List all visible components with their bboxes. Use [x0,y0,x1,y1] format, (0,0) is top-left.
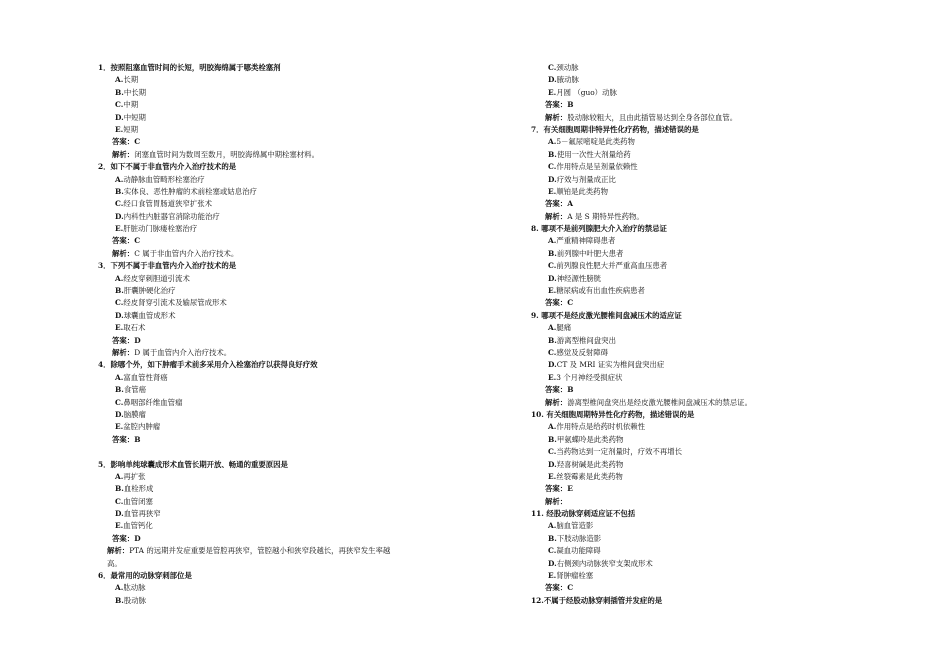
option-letter: A. [548,521,557,531]
line-label: 答案： [545,484,568,494]
option-letter: B. [548,335,557,345]
option-letter: D. [548,360,557,370]
line-text: 短期 [123,124,139,134]
answer-option [531,570,876,582]
question-stem [531,223,876,235]
explanation-line [98,149,443,161]
option-letter: E. [115,124,124,134]
line-text: 6．最常用的动脉穿刺部位是 [98,571,192,581]
line-text: C [134,137,141,147]
answer-option [531,285,876,297]
line-text: 富血管性肾癌 [123,372,168,382]
option-letter: B. [115,385,124,395]
line-text: 5－氟尿嘧啶是此类药物 [556,137,635,147]
answer-option [98,421,443,433]
line-text: 10. 有关细胞周期特异性化疗药物，描述错误的是 [531,409,695,419]
answer-option [531,545,876,557]
left-column [98,62,443,607]
right-column [531,62,876,607]
line-text: 血管钙化 [123,521,153,531]
answer-option [98,384,443,396]
line-text: 球囊血管成形术 [123,310,176,320]
option-letter: E. [548,186,557,196]
answer-option [98,211,443,223]
line-text: 血栓形成 [123,484,154,494]
option-letter: D. [548,174,557,184]
line-text: D [134,335,141,345]
option-letter: A. [548,422,557,432]
answer-option [531,434,876,446]
line-label: 答案： [545,298,568,308]
line-label: 答案： [545,100,568,110]
line-text: 前列腺中叶肥大患者 [556,248,624,258]
option-letter: A. [548,323,557,333]
answer-option [98,471,443,483]
line-text: 实体良、恶性肿瘤的术前栓塞或姑息治疗 [123,186,257,196]
option-letter: C. [115,496,124,506]
answer-line [531,384,876,396]
option-letter: A. [548,137,557,147]
line-text: 下肢动脉造影 [556,533,602,543]
option-letter: C. [548,261,557,271]
option-letter: A. [115,583,124,593]
line-text: 5．影响单纯球囊成形术血管长期开放、畅通的重要原因是 [98,459,288,469]
line-text: 前列腺良性肥大并严重高血压患者 [556,261,668,271]
answer-option [531,273,876,285]
option-letter: A. [548,236,557,246]
line-label: 答案： [112,533,135,543]
line-label: 解析： [545,496,568,506]
line-text: 3 个月神经受损症状 [556,372,623,382]
answer-option [98,397,443,409]
answer-line [98,335,443,347]
answer-option [98,112,443,124]
line-text: B [567,100,574,110]
option-letter: B. [115,484,124,494]
line-text: 血管再狭窄 [123,509,161,519]
answer-line [531,496,876,508]
answer-option [531,520,876,532]
line-text: 取石术 [123,323,146,333]
line-text: 股动脉 [123,595,147,605]
answer-option [531,471,876,483]
line-label: 解析： [112,347,135,357]
option-letter: E. [115,521,124,531]
answer-line [531,582,876,594]
line-text: 肱动脉 [123,583,146,593]
option-letter: D. [115,310,124,320]
line-text: 游离型椎间盘突出 [556,335,616,345]
option-letter: B. [548,533,557,543]
line-text: 肝囊肿硬化治疗 [123,286,176,296]
option-letter: D. [548,459,557,469]
explanation-line [531,112,876,124]
line-text: 严重精神障碍患者 [556,236,616,246]
line-text: 作用特点是呈剂量依赖性 [556,162,638,172]
answer-option [531,335,876,347]
line-text: 血管闭塞 [123,496,153,506]
line-text: 11. 经股动脉穿刺适应证不包括 [531,509,636,519]
answer-option [98,409,443,421]
line-text: 肝脏动门脉瘘栓塞治疗 [123,224,198,234]
option-letter: B. [115,186,124,196]
line-text: 凝血功能障碍 [556,546,601,556]
answer-option [531,174,876,186]
line-text: 动静脉血管畸形栓塞治疗 [123,174,205,184]
line-text: 经口食管胃肠道狭窄扩张术 [123,199,213,209]
line-text: 作用特点是给药时机依赖性 [556,422,646,432]
option-letter: E. [115,422,124,432]
line-text: 甲氨蝶呤是此类药物 [556,434,624,444]
line-label: 解析： [107,546,130,556]
line-text: 9. 哪项不是经皮激光腰椎间盘减压术的适应证 [531,310,682,320]
line-text: 羟喜树碱是此类药物 [556,459,624,469]
answer-option [531,421,876,433]
line-text: 高。 [107,558,122,568]
line-text: 神经源性膀胱 [556,273,602,283]
option-letter: C. [548,447,557,457]
answer-option [531,62,876,74]
line-text: 12.不属于经股动脉穿刺插管并发症的是 [531,595,663,605]
answer-option [98,124,443,136]
option-letter: C. [548,162,557,172]
answer-line [531,297,876,309]
option-letter: A. [115,75,124,85]
line-text: 闭塞血管时间为数周至数月，明胶海绵属中期栓塞材料。 [134,149,319,159]
line-text: 长期 [123,75,139,85]
line-text: 3．下列不属于非血管内介入治疗技术的是 [98,261,237,271]
answer-option [531,186,876,198]
line-text: 游离型椎间盘突出是经皮激光腰椎间盘减压术的禁忌证。 [567,397,752,407]
line-label: 答案： [545,199,568,209]
option-letter: E. [548,87,557,97]
answer-line [531,198,876,210]
option-letter: C. [115,298,124,308]
answer-line [98,235,443,247]
answer-option [531,347,876,359]
answer-option [98,496,443,508]
option-letter: A. [115,471,124,481]
question-stem [531,124,876,136]
line-text: 盆腔内肿瘤 [123,422,161,432]
answer-option [98,520,443,532]
answer-option [98,186,443,198]
option-letter: C. [548,63,557,72]
option-letter: D. [115,509,124,519]
option-letter: E. [548,286,557,296]
explanation-line [98,558,443,570]
answer-option [98,508,443,520]
line-label: 解析： [545,211,568,221]
answer-option [98,273,443,285]
explanation-line [98,248,443,260]
line-text: 中期 [123,100,139,110]
line-text: 右侧颈内动脉狭窄支架成形术 [556,558,653,568]
explanation-line [531,211,876,223]
answer-option [98,198,443,210]
question-stem [98,570,443,582]
line-text: 脑血管造影 [556,521,594,531]
line-text: 4．除哪个外，如下肿瘤手术前多采用介入栓塞治疗以获得良好疗效 [98,360,318,370]
line-text: CT 及 MRI 证实为椎间盘突出症 [556,360,665,370]
answer-option [531,558,876,570]
option-letter: E. [115,224,124,234]
option-letter: B. [115,286,124,296]
answer-option [531,149,876,161]
option-letter: D. [115,112,124,122]
line-text: 颈动脉 [556,63,579,72]
option-letter: C. [115,397,124,407]
line-text: 2．如下不属于非血管内介入治疗技术的是 [98,162,237,172]
line-text: 感觉及反射障碍 [556,347,609,357]
option-letter: C. [115,100,124,110]
question-stem [531,310,876,322]
option-letter: B. [115,595,124,605]
line-text: 脑膜瘤 [123,409,146,419]
option-letter: A. [115,273,124,283]
line-text: 8. 哪项不是前列腺肥大介入治疗的禁忌证 [531,224,667,234]
question-stem [531,595,876,607]
answer-option [531,446,876,458]
line-text: A [567,199,573,209]
line-text: 再扩张 [123,471,146,481]
option-letter: A. [115,372,124,382]
option-letter: D. [115,211,124,221]
line-text: 月圆 （guo）动脉 [556,87,617,97]
answer-option [98,582,443,594]
line-text: D 属于血管内介入治疗技术。 [134,347,232,357]
answer-option [98,285,443,297]
answer-option [531,74,876,86]
answer-option [98,322,443,334]
question-stem [531,409,876,421]
answer-option [98,310,443,322]
explanation-line [531,397,876,409]
answer-option [531,372,876,384]
answer-option [98,174,443,186]
answer-option [531,235,876,247]
line-text: B [567,385,574,395]
question-stem [531,508,876,520]
option-letter: D. [548,75,557,85]
line-text: 经皮穿刺胆道引流术 [123,273,190,283]
answer-option [531,459,876,471]
line-text: A 是 S 期特异性药物。 [567,211,644,221]
line-text: 腿痛 [556,323,572,333]
line-text: 当药物达到一定剂量时，疗效不再增长 [556,447,682,457]
answer-option [531,533,876,545]
line-text: PTA 的远期并发症重要是管腔再狭窄，管腔越小和狭窄段越长，再狭窄发生率越 [129,546,391,556]
answer-option [98,87,443,99]
option-letter: B. [548,149,557,159]
answer-option [531,161,876,173]
line-label: 解析： [545,397,568,407]
line-text: 中长期 [123,87,147,97]
line-text: 7．有关细胞周期非特异性化疗药物，描述错误的是 [531,124,699,134]
explanation-line [98,545,443,557]
question-stem [98,62,443,74]
line-text: 股动脉较粗大，且由此插管易达到全身各部位血管。 [567,112,738,122]
question-stem [98,161,443,173]
question-stem [98,359,443,371]
option-letter: E. [115,323,124,333]
line-label: 解析： [112,248,135,258]
line-text: C [567,583,574,593]
answer-line [531,99,876,111]
answer-option [98,297,443,309]
explanation-line [98,347,443,359]
line-text: 糖尿病或有出血性疾病患者 [556,286,645,296]
line-text: 腋动脉 [556,75,579,85]
option-letter: D. [115,409,124,419]
line-text: 食管癌 [123,385,147,395]
line-text: D [134,533,141,543]
option-letter: D. [548,273,557,283]
option-letter: A. [115,174,124,184]
line-label: 答案： [112,137,135,147]
line-label: 答案： [112,434,135,444]
line-text: C [134,236,141,246]
line-text: 经皮肾穿引流术及输尿管成形术 [123,298,227,308]
answer-option [531,87,876,99]
answer-option [98,223,443,235]
option-letter: E. [548,372,557,382]
answer-option [98,483,443,495]
line-text: 1．按照阻塞血管时间的长短，明胶海绵属于哪类栓塞剂 [98,63,281,72]
option-letter: B. [548,248,557,258]
answer-option [531,359,876,371]
line-text: 鼻咽部纤维血管瘤 [123,397,183,407]
answer-line [98,533,443,545]
answer-option [98,74,443,86]
answer-option [531,260,876,272]
answer-line [98,434,443,446]
answer-line [98,136,443,148]
option-letter: B. [548,434,557,444]
line-label: 答案： [112,335,135,345]
option-letter: D. [548,558,557,568]
answer-option [98,372,443,384]
line-text: 使用一次性大剂量给药 [556,149,631,159]
line-text: 中短期 [123,112,146,122]
blank-line [98,446,443,458]
line-text: C [567,298,574,308]
question-stem [98,260,443,272]
answer-option [531,248,876,260]
line-text: 疗效与剂量成正比 [556,174,616,184]
line-text: E [567,484,573,494]
line-text: C 属于非血管内介入治疗技术。 [134,248,239,258]
answer-option [98,595,443,607]
answer-line [531,483,876,495]
line-label: 答案： [545,385,568,395]
option-letter: C. [115,199,124,209]
line-label: 解析： [545,112,568,122]
line-text: 肾肿瘤栓塞 [556,571,594,581]
line-label: 解析： [112,149,135,159]
line-text: B [134,434,141,444]
line-label: 答案： [112,236,135,246]
line-text: 内科性内脏器官消除功能治疗 [123,211,220,221]
line-text: 丝裂霉素是此类药物 [556,471,623,481]
answer-option [531,136,876,148]
option-letter: C. [548,546,557,556]
answer-option [531,322,876,334]
line-text: 顺铂是此类药物 [556,186,608,196]
option-letter: B. [115,87,124,97]
option-letter: E. [548,471,557,481]
answer-option [98,99,443,111]
line-label: 答案： [545,583,568,593]
option-letter: E. [548,571,557,581]
question-stem [98,459,443,471]
option-letter: C. [548,347,557,357]
